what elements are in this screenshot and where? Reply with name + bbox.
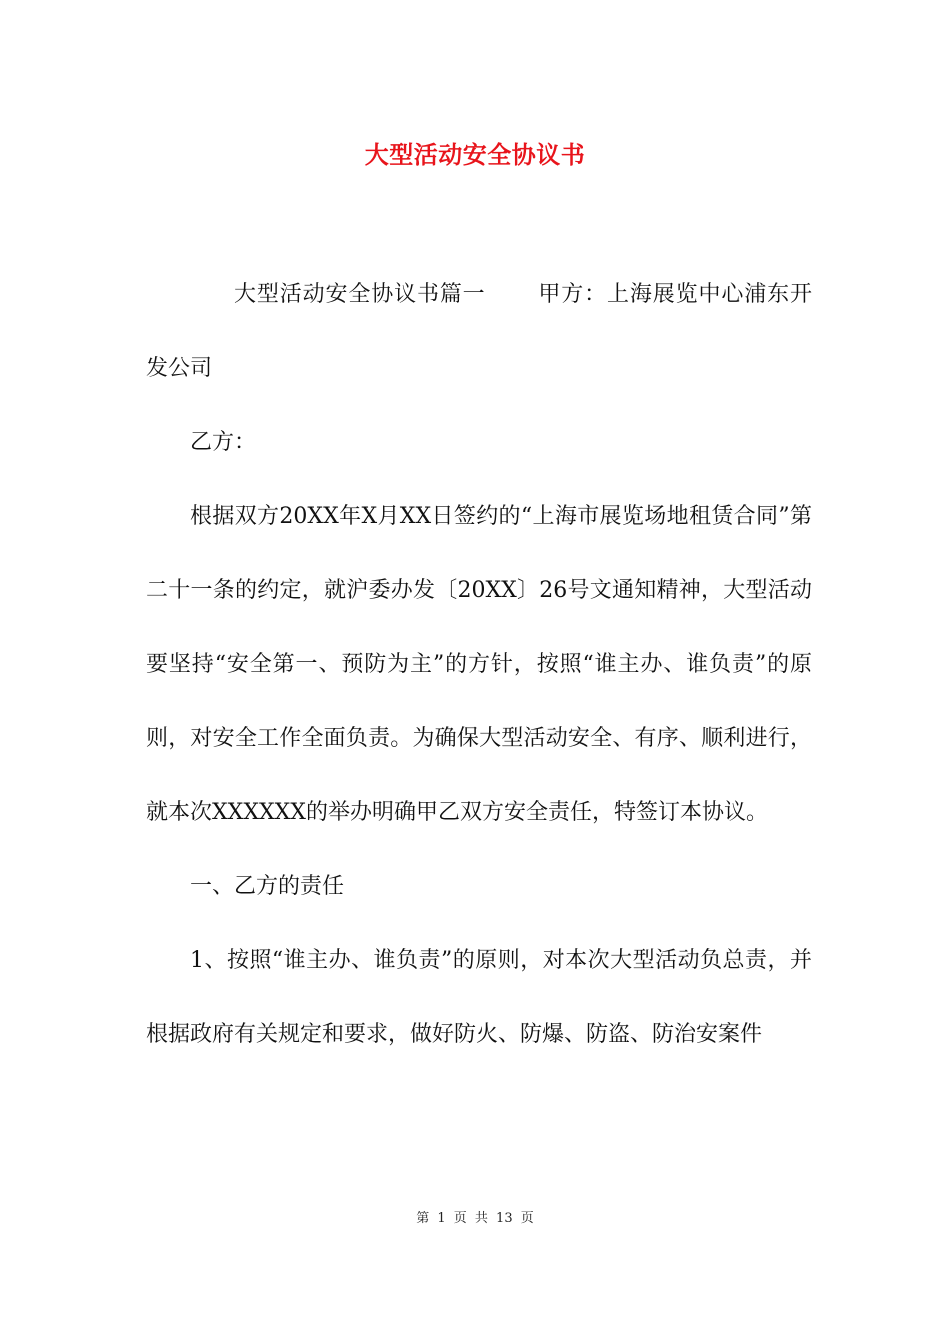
document-title: 大型活动安全协议书	[364, 140, 586, 169]
body-paragraph: 根据双方20XX年X月XX日签约的“上海市展览场地租赁合同”第二十一条的约定，就沪委办发〔20XX〕26号文通知精神，大型活动要坚持“安全第一、预防为主”的方针，按照“谁主办、谁负责”的原则，对安全工作全面负责。为确保大型活动安全、有序、顺利进行，就本次XXXXXX的举办明确甲乙双方安全责任，特签订本协议。	[146, 504, 812, 825]
opening-paragraph	[146, 258, 812, 406]
party-b-line: 乙方：	[190, 430, 257, 455]
section-heading-label: 大型活动安全协议书篇一	[234, 282, 486, 307]
section-heading: 一、乙方的责任	[190, 874, 345, 899]
document-body	[146, 258, 812, 1072]
body-paragraph: 1、按照“谁主办、谁负责”的原则，对本次大型活动负总责，并根据政府有关规定和要求，做好防火、防爆、防盗、防治安案件	[146, 948, 812, 1047]
party-a-line: 甲方：上海展览中心浦东开发公司	[146, 282, 812, 381]
page-footer: 第 1 页 共 13 页	[416, 1211, 534, 1226]
